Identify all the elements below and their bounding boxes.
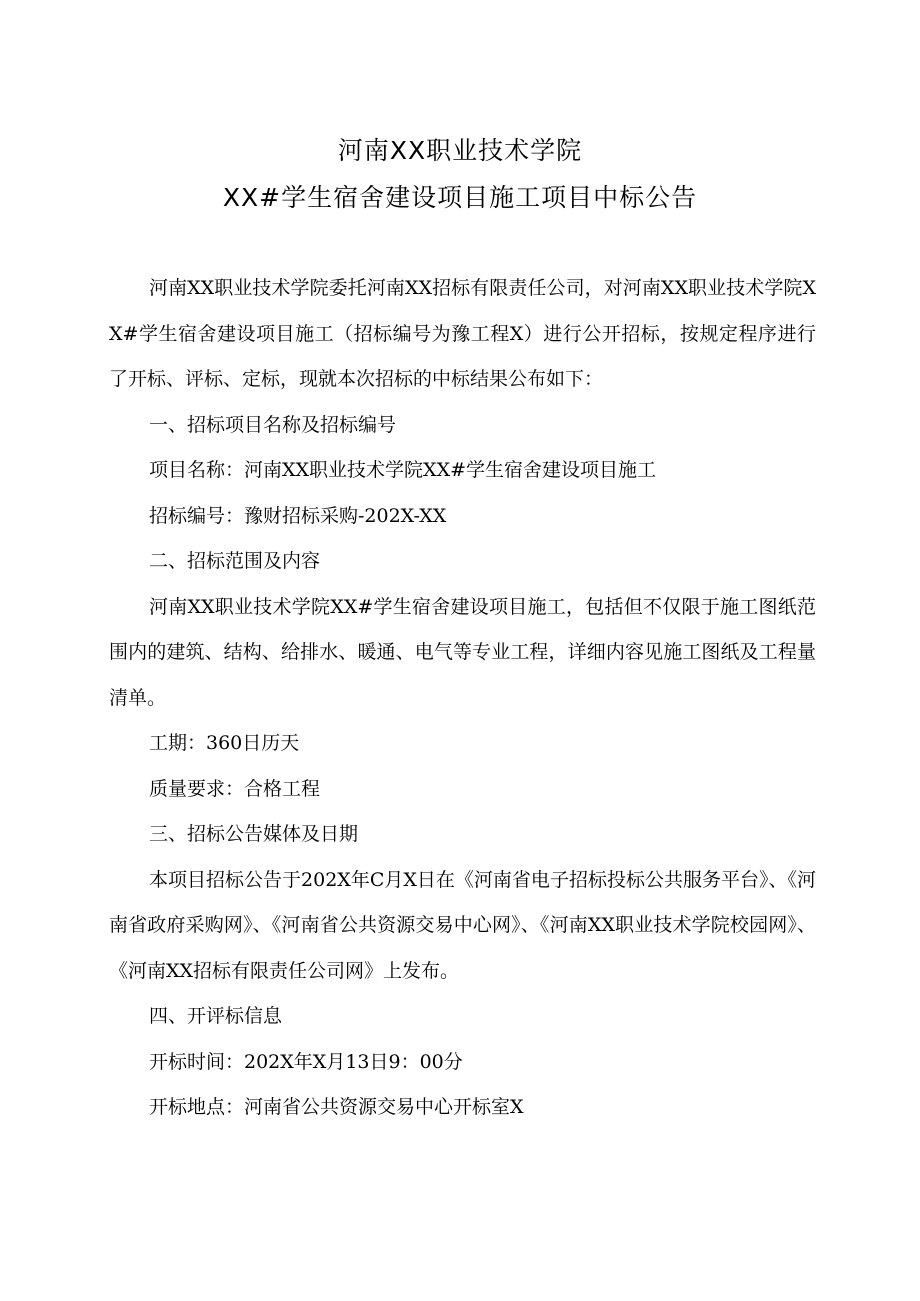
bid-number-line: 招标编号：豫财招标采购-202X-XX <box>149 504 447 527</box>
scope-paragraph: 河南XX职业技术学院XX#学生宿舍建设项目施工，包括但不仅限于施工图纸范围内的建筑、结构、给排水、暖通、电气等专业工程，详细内容见施工图纸及工程量清单。 <box>109 595 816 709</box>
duration-line: 工期：360日历天 <box>149 732 300 754</box>
opening-location-line: 开标地点：河南省公共资源交易中心开标室X <box>149 1096 524 1118</box>
section2-heading: 二、招标范围及内容 <box>149 550 321 572</box>
document-title-line2: XX#学生宿舍建设项目施工项目中标公告 <box>222 183 698 212</box>
media-paragraph: 本项目招标公告于202X年C月X日在《河南省电子招标投标公共服务平台》、《河南省政府采购网》、《河南省公共资源交易中心网》、《河南XX职业技术学院校园网》、《河南XX招标有限责任公司网》上发布。 <box>109 868 816 982</box>
section3-heading: 三、招标公告媒体及日期 <box>149 823 359 845</box>
section4-heading: 四、开评标信息 <box>149 1005 283 1027</box>
document-body <box>109 266 816 1131</box>
intro-paragraph: 河南XX职业技术学院委托河南XX招标有限责任公司，对河南XX职业技术学院XX#学生宿舍建设项目施工（招标编号为豫工程X）进行公开招标，按规定程序进行了开标、评标、定标，现就本次招标的中标结果公布如下： <box>109 277 816 390</box>
project-name-line: 项目名称：河南XX职业技术学院XX#学生宿舍建设项目施工 <box>149 459 657 481</box>
section1-heading: 一、招标项目名称及招标编号 <box>149 413 397 436</box>
opening-time-line: 开标时间：202X年X月13日9：00分 <box>149 1050 463 1073</box>
document-title-line1: 河南XX职业技术学院 <box>337 136 583 165</box>
quality-line: 质量要求：合格工程 <box>149 777 321 800</box>
